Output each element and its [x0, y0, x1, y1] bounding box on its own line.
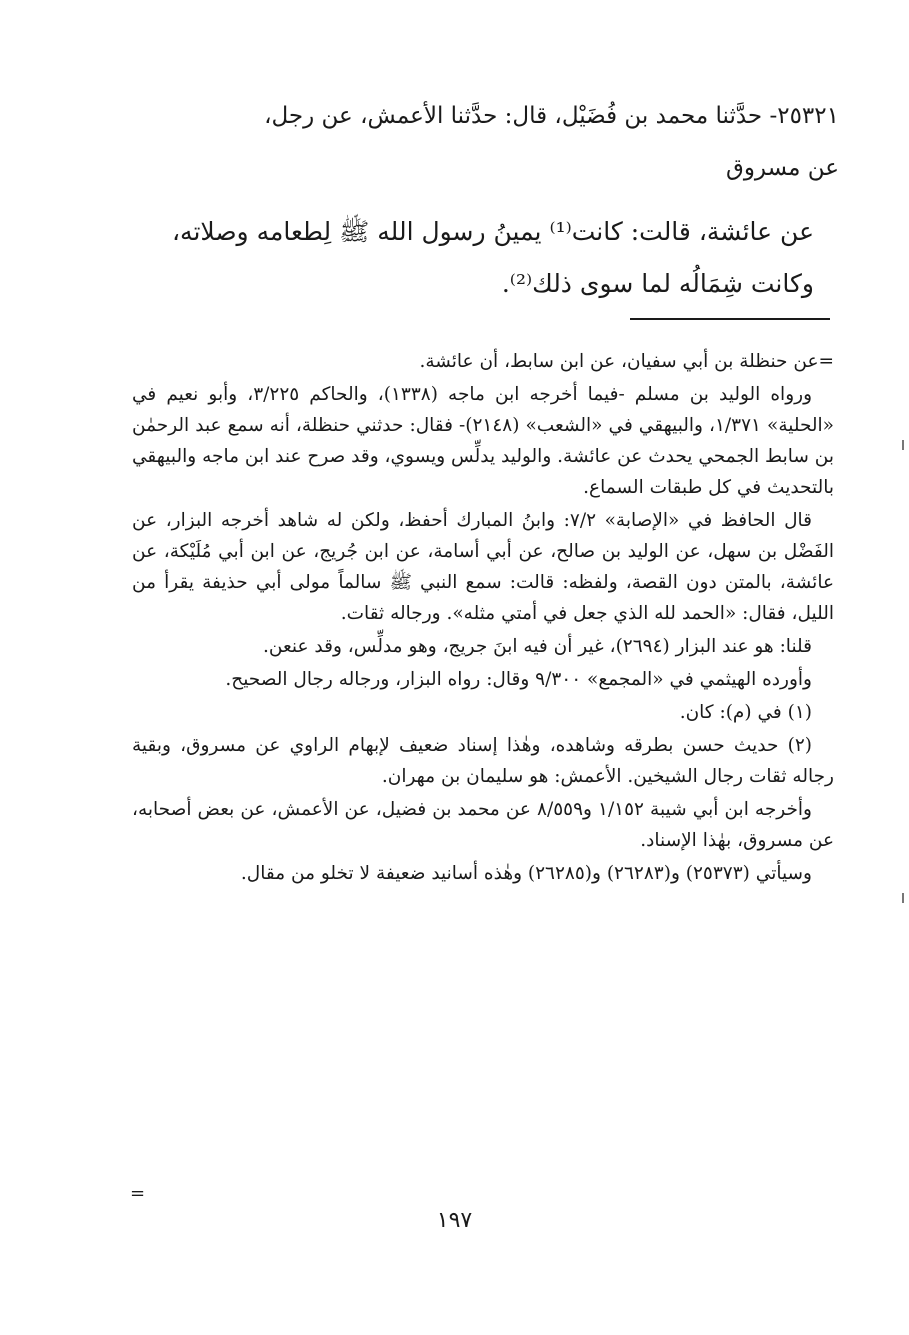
footnote-paragraph: وأورده الهيثمي في «المجمع» ٩/٣٠٠ وقال: رواه البزار، ورجاله رجال الصحيح.: [225, 669, 812, 690]
page-number: ١٩٧: [436, 1208, 473, 1233]
footnote-paragraph: قلنا: هو عند البزار (٢٦٩٤)، غير أن فيه ابنَ جريج، وهو مدلِّس، وقد عنعن.: [263, 636, 812, 657]
isnad-line-1: ٢٥٣٢١- حدَّثنا محمد بن فُضَيْل، قال: حدَّثنا الأعمش، عن رجل،: [264, 103, 839, 129]
footnote-divider: [630, 318, 830, 320]
footnote-paragraph: وأخرجه ابن أبي شيبة ١/١٥٢ و٨/٥٥٩ عن محمد بن فضيل، عن الأعمش، عن بعض أصحابه، عن مسروق، بهٰذا الإسناد.: [132, 799, 834, 851]
footnote-paragraph: وسيأتي (٢٥٣٧٣) و(٢٦٢٨٣) و(٢٦٢٨٥) وهٰذه أسانيد ضعيفة لا تخلو من مقال.: [240, 863, 812, 884]
footnote-continuation: =عن حنظلة بن أبي سفيان، عن ابن سابط، أن عائشة.: [419, 351, 834, 372]
footnotes: [132, 346, 834, 891]
isnad-line-2: عن مسروق: [725, 155, 839, 181]
footnote-paragraph: قال الحافظ في «الإصابة» ٧/٢: وابنُ المبارك أحفظ، ولكن له شاهد أخرجه البزار، عن الفَضْل بن سهل، عن الوليد بن صالح، عن أبي أسامة، عن ابن جُريج، عن ابن أبي مُلَيْكة، عن عائشة، بالمتن دون القصة، ولفظه: قالت: سمع النبي ﷺ سالماً مولى أبي حذيفة يقرأ من الليل، فقال: «الحمد لله الذي جعل في أمتي مثله». ورجاله ثقات.: [132, 510, 834, 624]
footnote-paragraph: ورواه الوليد بن مسلم -فيما أخرجه ابن ماجه (١٣٣٨)، والحاكم ٣/٢٢٥، وأبو نعيم في «الحلية» ١/٣٧١، والبيهقي في «الشعب» (٢١٤٨)- فقال: حدثني حنظلة، أنه سمع عبد الرحمٰن بن سابط الجمحي يحدث عن عائشة. والوليد يدلِّس ويسوي، وقد صرح عند ابن ماجه والبيهقي بالتحديث في كل طبقات السماع.: [132, 384, 834, 498]
continuation-mark: =: [130, 1183, 146, 1204]
footnote-2: (٢) حديث حسن بطرقه وشاهده، وهٰذا إسناد ضعيف لإبهام الراوي عن مسروق، وبقية رجاله ثقات رجال الشيخين. الأعمش: هو سليمان بن مهران.: [132, 735, 834, 787]
hadith-matn: عن عائشة، قالت: كانت⁽¹⁾ يمينُ رسول الله ﷺ لِطعامه وصلاته، وكانت شِمَالُه لما سوى ذلك⁽²⁾.: [171, 217, 814, 298]
hadith-isnad: [139, 90, 839, 194]
margin-mark: [902, 440, 904, 450]
margin-mark: [902, 893, 904, 903]
footnote-1: (١) في (م): كان.: [679, 702, 812, 723]
